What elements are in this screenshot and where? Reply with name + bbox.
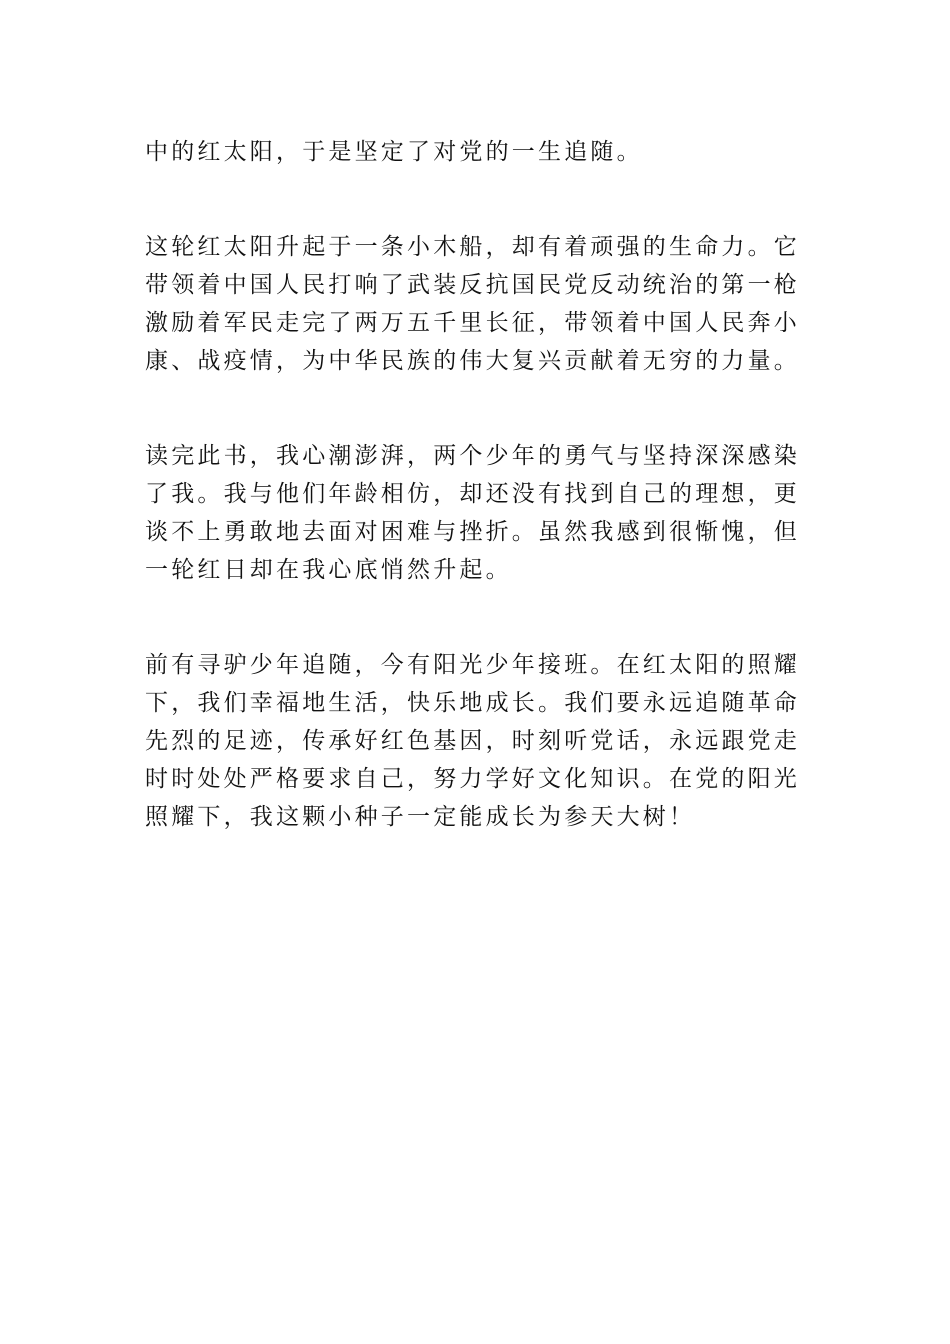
text-line: 照耀下，我这颗小种子一定能成长为参天大树！	[145, 804, 696, 830]
text-line: 读完此书，我心潮澎湃，两个少年的勇气与坚持深深感染	[145, 443, 800, 469]
paragraph-spacer	[145, 589, 807, 646]
text-line: 谈不上勇敢地去面对困难与挫折。虽然我感到很惭愧，但	[145, 519, 800, 545]
paragraph-1	[145, 133, 807, 171]
text-line: 中的红太阳，于是坚定了对党的一生追随。	[145, 139, 643, 165]
paragraph-2	[145, 228, 807, 380]
text-line: 先烈的足迹，传承好红色基因，时刻听党话，永远跟党走	[145, 728, 800, 754]
paragraph-spacer	[145, 171, 807, 228]
paragraph-spacer	[145, 380, 807, 437]
text-line: 康、战疫情，为中华民族的伟大复兴贡献着无穷的力量。	[145, 348, 800, 374]
text-line: 带领着中国人民打响了武装反抗国民党反动统治的第一枪	[145, 272, 800, 298]
text-line: 时时处处严格要求自己，努力学好文化知识。在党的阳光	[145, 766, 800, 792]
text-line: 这轮红太阳升起于一条小木船，却有着顽强的生命力。它	[145, 234, 800, 260]
text-line: 前有寻驴少年追随，今有阳光少年接班。在红太阳的照耀	[145, 652, 800, 678]
text-line: 下，我们幸福地生活，快乐地成长。我们要永远追随革命	[145, 690, 800, 716]
text-line: 了我。我与他们年龄相仿，却还没有找到自己的理想，更	[145, 481, 800, 507]
paragraph-3	[145, 437, 807, 589]
text-line: 一轮红日却在我心底悄然升起。	[145, 557, 512, 583]
text-line: 激励着军民走完了两万五千里长征，带领着中国人民奔小	[145, 310, 800, 336]
paragraph-4	[145, 646, 807, 836]
document-body	[145, 133, 807, 836]
